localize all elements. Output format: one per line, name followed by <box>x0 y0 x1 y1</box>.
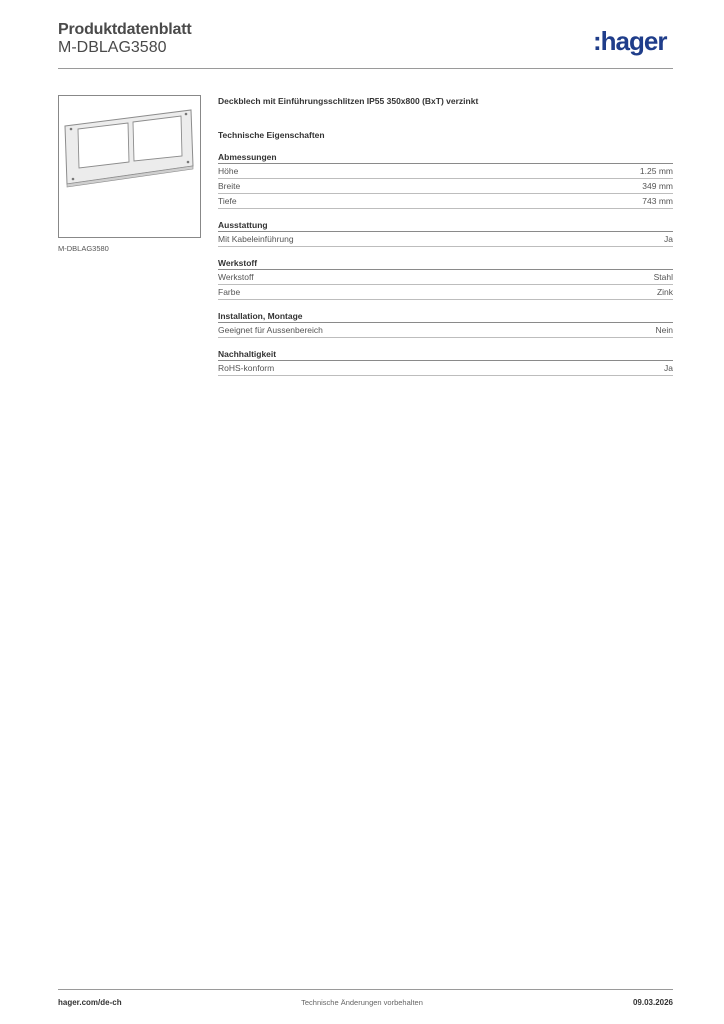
spec-label: Werkstoff <box>218 272 254 282</box>
spec-row <box>218 361 673 376</box>
spec-value: 743 mm <box>642 196 673 206</box>
section-ausstattung <box>218 220 673 247</box>
spec-row <box>218 285 673 300</box>
spec-row <box>218 194 673 209</box>
header-divider <box>58 68 673 69</box>
spec-row <box>218 179 673 194</box>
section-title: Nachhaltigkeit <box>218 349 673 361</box>
spec-label: Breite <box>218 181 241 191</box>
product-image <box>58 95 201 238</box>
spec-value: Stahl <box>653 272 673 282</box>
footer-website-link[interactable]: hager.com/de-ch <box>58 998 122 1007</box>
section-abmessungen <box>218 152 673 209</box>
section-nachhaltigkeit <box>218 349 673 376</box>
cover-plate-illustration <box>59 96 200 237</box>
footer-divider <box>58 989 673 990</box>
spec-value: Nein <box>655 325 673 335</box>
spec-value: 349 mm <box>642 181 673 191</box>
section-title: Abmessungen <box>218 152 673 164</box>
product-code: M-DBLAG3580 <box>58 39 167 56</box>
content <box>218 95 673 376</box>
spec-label: Farbe <box>218 287 241 297</box>
section-title: Ausstattung <box>218 220 673 232</box>
spec-value: Zink <box>656 287 673 297</box>
section-werkstoff <box>218 258 673 300</box>
spec-label: Tiefe <box>218 196 237 206</box>
hager-logo: :hager <box>593 26 667 56</box>
footer-disclaimer: Technische Änderungen vorbehalten <box>301 998 423 1007</box>
section-title: Installation, Montage <box>218 311 673 323</box>
spec-label: Höhe <box>218 166 239 176</box>
spec-row <box>218 232 673 247</box>
spec-value: Ja <box>664 363 673 373</box>
image-caption: M-DBLAG3580 <box>58 244 109 253</box>
footer-date: 09.03.2026 <box>632 998 673 1007</box>
spec-label: Mit Kabeleinführung <box>218 234 294 244</box>
spec-row <box>218 323 673 338</box>
spec-row <box>218 164 673 179</box>
page-title: Produktdatenblatt <box>58 21 192 38</box>
section-installation <box>218 311 673 338</box>
product-description: Deckblech mit Einführungsschlitzen IP55 350x800 (BxT) verzinkt <box>218 96 479 106</box>
spec-label: RoHS-konform <box>218 363 275 373</box>
spec-value: 1.25 mm <box>639 166 673 176</box>
spec-label: Geeignet für Aussenbereich <box>218 325 323 335</box>
spec-value: Ja <box>664 234 673 244</box>
section-title: Werkstoff <box>218 258 673 270</box>
tech-properties-heading: Technische Eigenschaften <box>218 130 325 140</box>
spec-row <box>218 270 673 285</box>
